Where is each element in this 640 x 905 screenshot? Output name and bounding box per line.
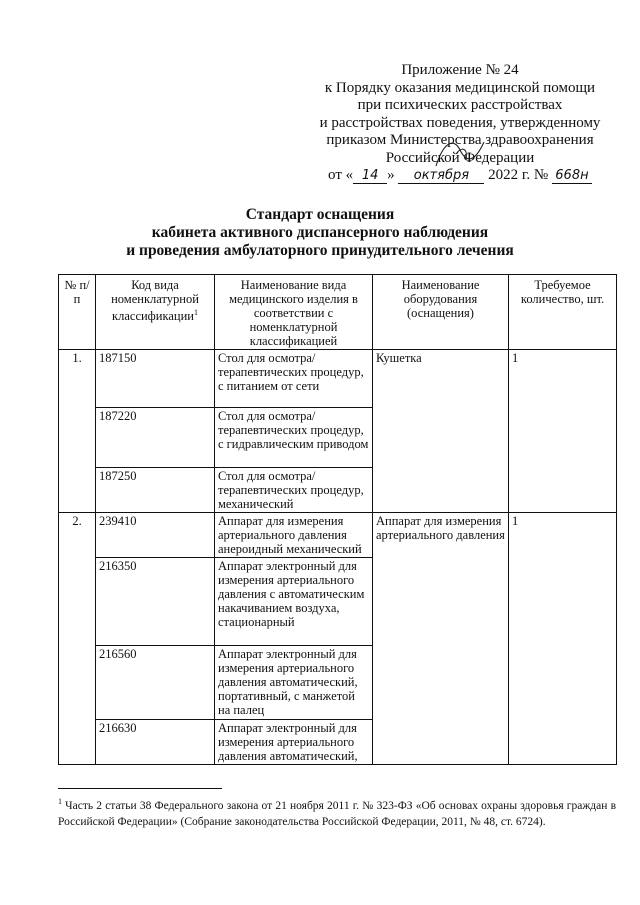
row-equipment: Кушетка	[373, 350, 509, 513]
row-name: Аппарат электронный для измерения артериального давления с автоматическим накачиванием воздуха, стационарный	[215, 558, 373, 646]
row-number: 2.	[59, 513, 96, 765]
row-name: Аппарат для измерения артериального давления анероидный механический	[215, 513, 373, 558]
title-line: кабинета активного диспансерного наблюдения	[151, 224, 489, 241]
row-code: 187220	[96, 408, 215, 468]
header-name: Наименование вида медицинского изделия в соответствии с номенклатурной классификацией	[215, 275, 373, 350]
date-mid: »	[387, 167, 395, 183]
footnote-ref: 1	[193, 308, 198, 317]
appendix-line: к Порядку оказания медицинской помощи	[324, 79, 596, 96]
row-number: 1.	[59, 350, 96, 513]
equipment-table	[58, 274, 617, 765]
appendix-line-text: Российской Федерации	[385, 149, 535, 166]
appendix-header	[300, 62, 620, 185]
appendix-line	[300, 150, 620, 168]
row-name: Аппарат электронный для измерения артериального давления автоматический, портативный, с манжетой на палец	[215, 646, 373, 720]
date-prefix: от «	[328, 167, 354, 183]
header-code-text: Код вида номенклатурной классификации	[111, 278, 199, 324]
header-equipment: Наименование оборудования (оснащения)	[373, 275, 509, 350]
title-line: Стандарт оснащения	[245, 206, 395, 223]
row-qty: 1	[509, 350, 617, 513]
row-code: 216350	[96, 558, 215, 646]
header-num: № п/п	[59, 275, 96, 350]
table-row	[59, 350, 617, 408]
row-code: 216560	[96, 646, 215, 720]
footnote-divider	[58, 788, 222, 789]
row-code: 239410	[96, 513, 215, 558]
row-name: Стол для осмотра/терапевтических процедур, с гидравлическим приводом	[215, 408, 373, 468]
title-line: и проведения амбулаторного принудительного лечения	[126, 242, 514, 259]
row-code: 187250	[96, 468, 215, 513]
order-number: 668н	[552, 168, 592, 184]
row-equipment: Аппарат для измерения артериального давления	[373, 513, 509, 765]
appendix-number: Приложение № 24	[401, 62, 519, 78]
header-code	[96, 275, 215, 350]
date-month: октября	[398, 168, 484, 184]
date-day: 14	[353, 168, 387, 184]
row-code: 187150	[96, 350, 215, 408]
footnote	[58, 794, 616, 830]
row-qty: 1	[509, 513, 617, 765]
date-year: 2022 г. №	[488, 167, 549, 183]
appendix-line: и расстройствах поведения, утвержденному	[319, 114, 601, 131]
standard-title	[0, 206, 640, 260]
footnote-text: Часть 2 статьи 38 Федерального закона от 21 ноября 2011 г. № 323-ФЗ «Об основах охраны здоровья граждан в Российской Федерации» (Собрание законодательства Российской Федерации, 2011, № 48, ст. 6724).	[58, 799, 617, 828]
signature-scribble	[426, 136, 494, 172]
row-code: 216630	[96, 720, 215, 765]
row-name: Аппарат электронный для измерения артериального давления автоматический,	[215, 720, 373, 765]
row-name: Стол для осмотра/терапевтических процедур, механический	[215, 468, 373, 513]
appendix-line: при психических расстройствах	[357, 97, 563, 113]
appendix-line: приказом Министерства здравоохранения	[326, 132, 594, 148]
row-name: Стол для осмотра/терапевтических процедур, с питанием от сети	[215, 350, 373, 408]
table-header-row	[59, 275, 617, 350]
table-row	[59, 513, 617, 558]
header-qty: Требуемое количество, шт.	[509, 275, 617, 350]
footnote-mark: 1	[58, 797, 62, 806]
